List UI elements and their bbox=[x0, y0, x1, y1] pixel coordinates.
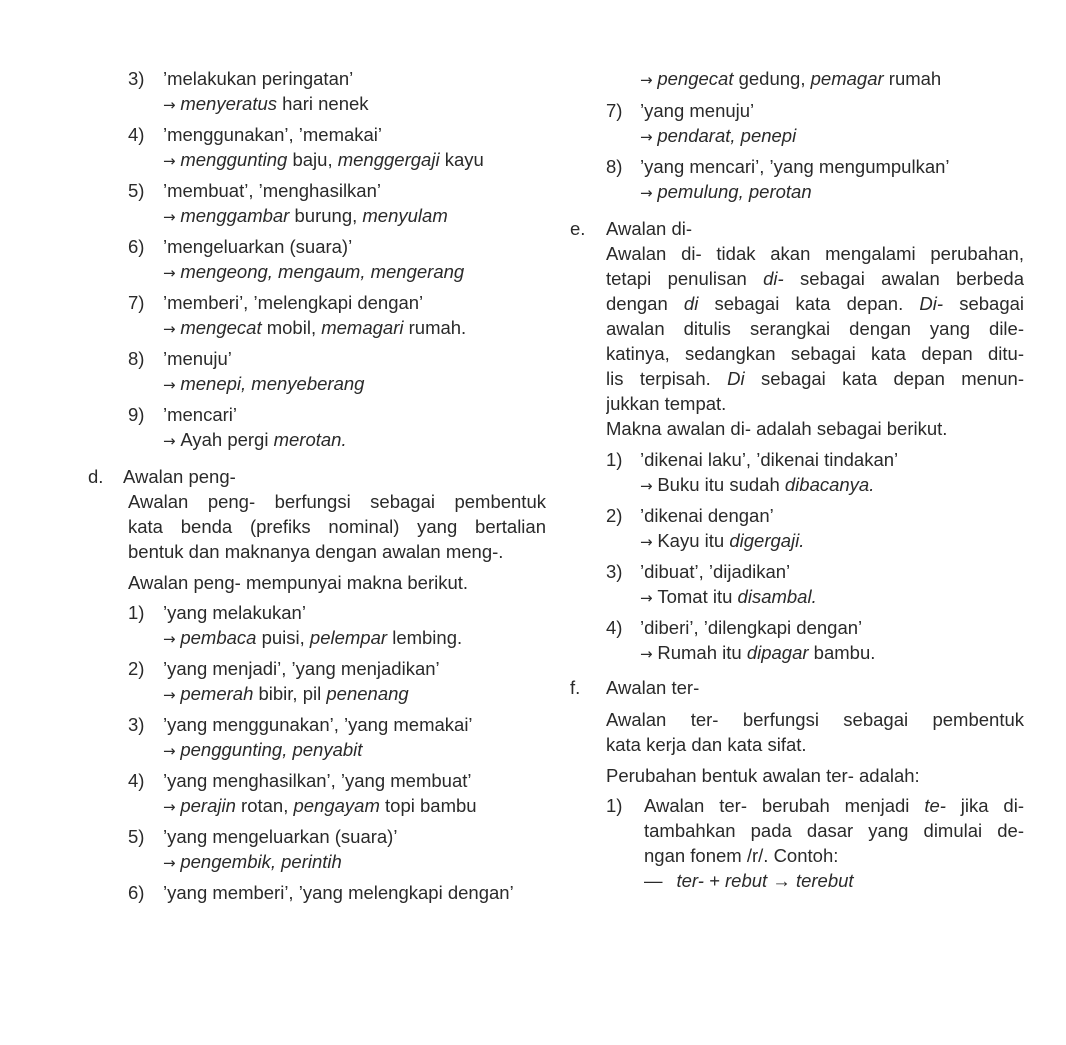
italic-word: menyeratus bbox=[180, 93, 277, 114]
section-letter: f. bbox=[570, 677, 581, 698]
item-number: 1) bbox=[128, 602, 145, 623]
paragraph-line: kata kerja dan kata sifat. bbox=[606, 734, 807, 755]
item-meaning: ’yang mengeluarkan (suara)’ bbox=[163, 826, 398, 847]
paragraph-line: jukkan tempat. bbox=[606, 393, 727, 414]
italic-word: merotan. bbox=[273, 429, 347, 450]
list-item bbox=[606, 447, 1026, 472]
example-line: → Kayu itu digergaji. bbox=[640, 530, 805, 551]
example-line: → Ayah pergi merotan. bbox=[163, 429, 347, 450]
list-item bbox=[128, 656, 558, 681]
arrow-icon: → bbox=[640, 589, 658, 607]
example-line bbox=[640, 123, 1026, 148]
item-number: 7) bbox=[128, 292, 145, 313]
example-line: → Buku itu sudah dibacanya. bbox=[640, 474, 875, 495]
italic-word: pemagar bbox=[810, 68, 884, 89]
italic-word: dipagar bbox=[746, 642, 809, 663]
list-item bbox=[606, 98, 1026, 123]
italic-word: di bbox=[683, 293, 699, 314]
arrow-icon: → bbox=[640, 645, 658, 663]
italic-word: digergaji. bbox=[729, 530, 805, 551]
italic-word: menyulam bbox=[362, 205, 448, 226]
item-meaning: ’mengeluarkan (suara)’ bbox=[163, 236, 353, 257]
arrow-icon: → bbox=[163, 686, 181, 704]
arrow-icon: → bbox=[640, 71, 658, 89]
item-meaning: ’melakukan peringatan’ bbox=[163, 68, 354, 89]
paragraph-line: kata benda (prefiks nominal) yang bertalian bbox=[128, 516, 546, 537]
list-item-line: ngan fonem /r/. Contoh: bbox=[644, 845, 839, 866]
italic-word: disambal. bbox=[737, 586, 817, 607]
italic-word: pendarat, penepi bbox=[657, 125, 797, 146]
item-number: 7) bbox=[606, 100, 623, 121]
italic-word: pengembik, perintih bbox=[180, 851, 342, 872]
list-item bbox=[128, 712, 558, 737]
example-line bbox=[163, 737, 558, 762]
arrow-icon: → bbox=[163, 208, 181, 226]
example-line: — ter- + rebut → terebut bbox=[644, 870, 854, 891]
section-letter: d. bbox=[88, 466, 104, 487]
arrow-icon: → bbox=[640, 533, 658, 551]
item-meaning: ’diberi’, ’dilengkapi dengan’ bbox=[640, 617, 863, 638]
example-line bbox=[163, 371, 558, 396]
dash-icon: — bbox=[644, 870, 663, 891]
item-number: 2) bbox=[606, 505, 623, 526]
item-number: 6) bbox=[128, 236, 145, 257]
item-meaning: ’yang menggunakan’, ’yang memakai’ bbox=[163, 714, 473, 735]
paragraph-line: Awalan peng- berfungsi sebagai pembentuk bbox=[128, 491, 546, 512]
item-number: 1) bbox=[606, 795, 623, 816]
italic-word: pelempar bbox=[309, 627, 388, 648]
example-line: → mengecat mobil, memagari rumah. bbox=[163, 317, 467, 338]
italic-word: Di bbox=[727, 368, 745, 389]
list-item bbox=[128, 290, 558, 315]
item-meaning: ’dikenai dengan’ bbox=[640, 505, 774, 526]
list-item bbox=[606, 559, 1026, 584]
example-line: → pembaca puisi, pelempar lembing. bbox=[163, 627, 463, 648]
example-line: → perajin rotan, pengayam topi bambu bbox=[163, 795, 477, 816]
section-heading bbox=[570, 675, 1026, 700]
italic-word: di- bbox=[763, 268, 784, 289]
arrow-icon: → bbox=[163, 96, 181, 114]
item-meaning: ’yang mencari’, ’yang mengumpulkan’ bbox=[640, 156, 950, 177]
italic-word: pemerah bbox=[180, 683, 254, 704]
item-number: 5) bbox=[128, 826, 145, 847]
item-number: 3) bbox=[606, 561, 623, 582]
item-number: 4) bbox=[128, 124, 145, 145]
italic-word: mengeong, mengaum, mengerang bbox=[180, 261, 465, 282]
item-meaning: ’membuat’, ’menghasilkan’ bbox=[163, 180, 381, 201]
italic-word: pengayam bbox=[293, 795, 380, 816]
section-letter: e. bbox=[570, 218, 586, 239]
italic-word: menepi, menyeberang bbox=[180, 373, 365, 394]
section-title: Awalan ter- bbox=[606, 677, 700, 698]
item-number: 6) bbox=[128, 882, 145, 903]
item-meaning: ’yang melakukan’ bbox=[163, 602, 306, 623]
list-item-line: tambahkan pada dasar yang dimulai de- bbox=[644, 820, 1024, 841]
section-title: Awalan peng- bbox=[123, 466, 236, 487]
item-number: 1) bbox=[606, 449, 623, 470]
arrow-icon: → bbox=[163, 630, 181, 648]
item-meaning: ’yang menghasilkan’, ’yang membuat’ bbox=[163, 770, 472, 791]
example-line bbox=[163, 849, 558, 874]
paragraph-line: Awalan di- tidak akan mengalami perubahan, bbox=[606, 243, 1024, 264]
example-line: → pengecat gedung, pemagar rumah bbox=[640, 68, 942, 89]
list-item bbox=[128, 600, 558, 625]
section-heading bbox=[88, 464, 558, 489]
item-meaning: ’menuju’ bbox=[163, 348, 232, 369]
italic-word: Di- bbox=[919, 293, 944, 314]
item-number: 3) bbox=[128, 714, 145, 735]
arrow-icon: → bbox=[163, 798, 181, 816]
italic-word: mengecat bbox=[180, 317, 262, 338]
arrow-icon: → bbox=[163, 854, 181, 872]
arrow-icon: → bbox=[163, 376, 181, 394]
arrow-icon: → bbox=[640, 477, 658, 495]
section-intro: Perubahan bentuk awalan ter- adalah: bbox=[606, 765, 920, 786]
item-number: 8) bbox=[606, 156, 623, 177]
list-item bbox=[128, 66, 558, 91]
example-line: → menyeratus hari nenek bbox=[163, 93, 369, 114]
item-meaning: ’memberi’, ’melengkapi dengan’ bbox=[163, 292, 424, 313]
list-item bbox=[606, 503, 1026, 528]
section-intro: Makna awalan di- adalah sebagai berikut. bbox=[606, 418, 948, 439]
item-meaning: ’menggunakan’, ’memakai’ bbox=[163, 124, 383, 145]
example-line bbox=[163, 259, 558, 284]
list-item bbox=[606, 615, 1026, 640]
section-intro: Awalan peng- mempunyai makna berikut. bbox=[128, 572, 469, 593]
paragraph-line: lis terpisah. Di sebagai kata depan menun- bbox=[606, 368, 1024, 389]
example-line: → Rumah itu dipagar bambu. bbox=[640, 642, 876, 663]
left-column bbox=[88, 66, 558, 905]
item-meaning: ’yang menuju’ bbox=[640, 100, 755, 121]
paragraph-line: bentuk dan maknanya dengan awalan meng-. bbox=[128, 541, 504, 562]
italic-word: penggunting, penyabit bbox=[180, 739, 363, 760]
item-number: 5) bbox=[128, 180, 145, 201]
italic-word: menggambar bbox=[180, 205, 290, 226]
list-item-line bbox=[606, 793, 1026, 818]
item-meaning: ’yang memberi’, ’yang melengkapi dengan’ bbox=[163, 882, 514, 903]
arrow-icon: → bbox=[640, 184, 658, 202]
italic-word: terebut bbox=[795, 870, 854, 891]
arrow-icon: → bbox=[163, 432, 181, 450]
item-meaning: ’yang menjadi’, ’yang menjadikan’ bbox=[163, 658, 440, 679]
list-item bbox=[128, 880, 558, 905]
example-line: → menggunting baju, menggergaji kayu bbox=[163, 149, 484, 170]
paragraph-line: tetapi penulisan di- sebagai awalan berbeda bbox=[606, 268, 1024, 289]
list-item bbox=[128, 122, 558, 147]
arrow-icon: → bbox=[163, 152, 181, 170]
italic-word: menggunting bbox=[180, 149, 288, 170]
paragraph-line: Awalan ter- berfungsi sebagai pembentuk bbox=[606, 709, 1024, 730]
item-text: Awalan ter- berubah menjadi te- jika di- bbox=[644, 795, 1024, 816]
italic-word: ter- + rebut bbox=[676, 870, 768, 891]
list-item bbox=[128, 178, 558, 203]
section-title: Awalan di- bbox=[606, 218, 693, 239]
italic-word: dibacanya. bbox=[784, 474, 875, 495]
item-number: 9) bbox=[128, 404, 145, 425]
arrow-icon: → bbox=[640, 128, 658, 146]
arrow-icon: → bbox=[163, 742, 181, 760]
right-column bbox=[570, 66, 1026, 893]
example-line: → menggambar burung, menyulam bbox=[163, 205, 448, 226]
list-item bbox=[128, 402, 558, 427]
arrow-icon: → bbox=[163, 264, 181, 282]
list-item bbox=[128, 346, 558, 371]
paragraph-line: dengan di sebagai kata depan. Di- sebagai bbox=[606, 293, 1024, 314]
italic-word: perajin bbox=[180, 795, 236, 816]
italic-word: pemulung, perotan bbox=[657, 181, 812, 202]
item-number: 8) bbox=[128, 348, 145, 369]
list-item bbox=[128, 234, 558, 259]
italic-word: penenang bbox=[326, 683, 409, 704]
italic-word: pengecat bbox=[657, 68, 734, 89]
item-number: 4) bbox=[128, 770, 145, 791]
list-item bbox=[128, 768, 558, 793]
example-line: → pemerah bibir, pil penenang bbox=[163, 683, 409, 704]
example-line: → Tomat itu disambal. bbox=[640, 586, 817, 607]
italic-word: menggergaji bbox=[337, 149, 440, 170]
item-meaning: ’dibuat’, ’dijadikan’ bbox=[640, 561, 791, 582]
italic-word: pembaca bbox=[180, 627, 257, 648]
item-number: 2) bbox=[128, 658, 145, 679]
section-heading bbox=[570, 216, 1026, 241]
item-number: 4) bbox=[606, 617, 623, 638]
item-meaning: ’mencari’ bbox=[163, 404, 238, 425]
paragraph-line: katinya, sedangkan sebagai kata depan ditu- bbox=[606, 343, 1024, 364]
italic-word: memagari bbox=[321, 317, 404, 338]
item-meaning: ’dikenai laku’, ’dikenai tindakan’ bbox=[640, 449, 899, 470]
item-number: 3) bbox=[128, 68, 145, 89]
list-item bbox=[606, 154, 1026, 179]
list-item bbox=[128, 824, 558, 849]
paragraph-line: awalan ditulis serangkai dengan yang dile- bbox=[606, 318, 1024, 339]
arrow-icon: → bbox=[163, 320, 181, 338]
italic-word: te- bbox=[924, 795, 946, 816]
example-line bbox=[640, 179, 1026, 204]
